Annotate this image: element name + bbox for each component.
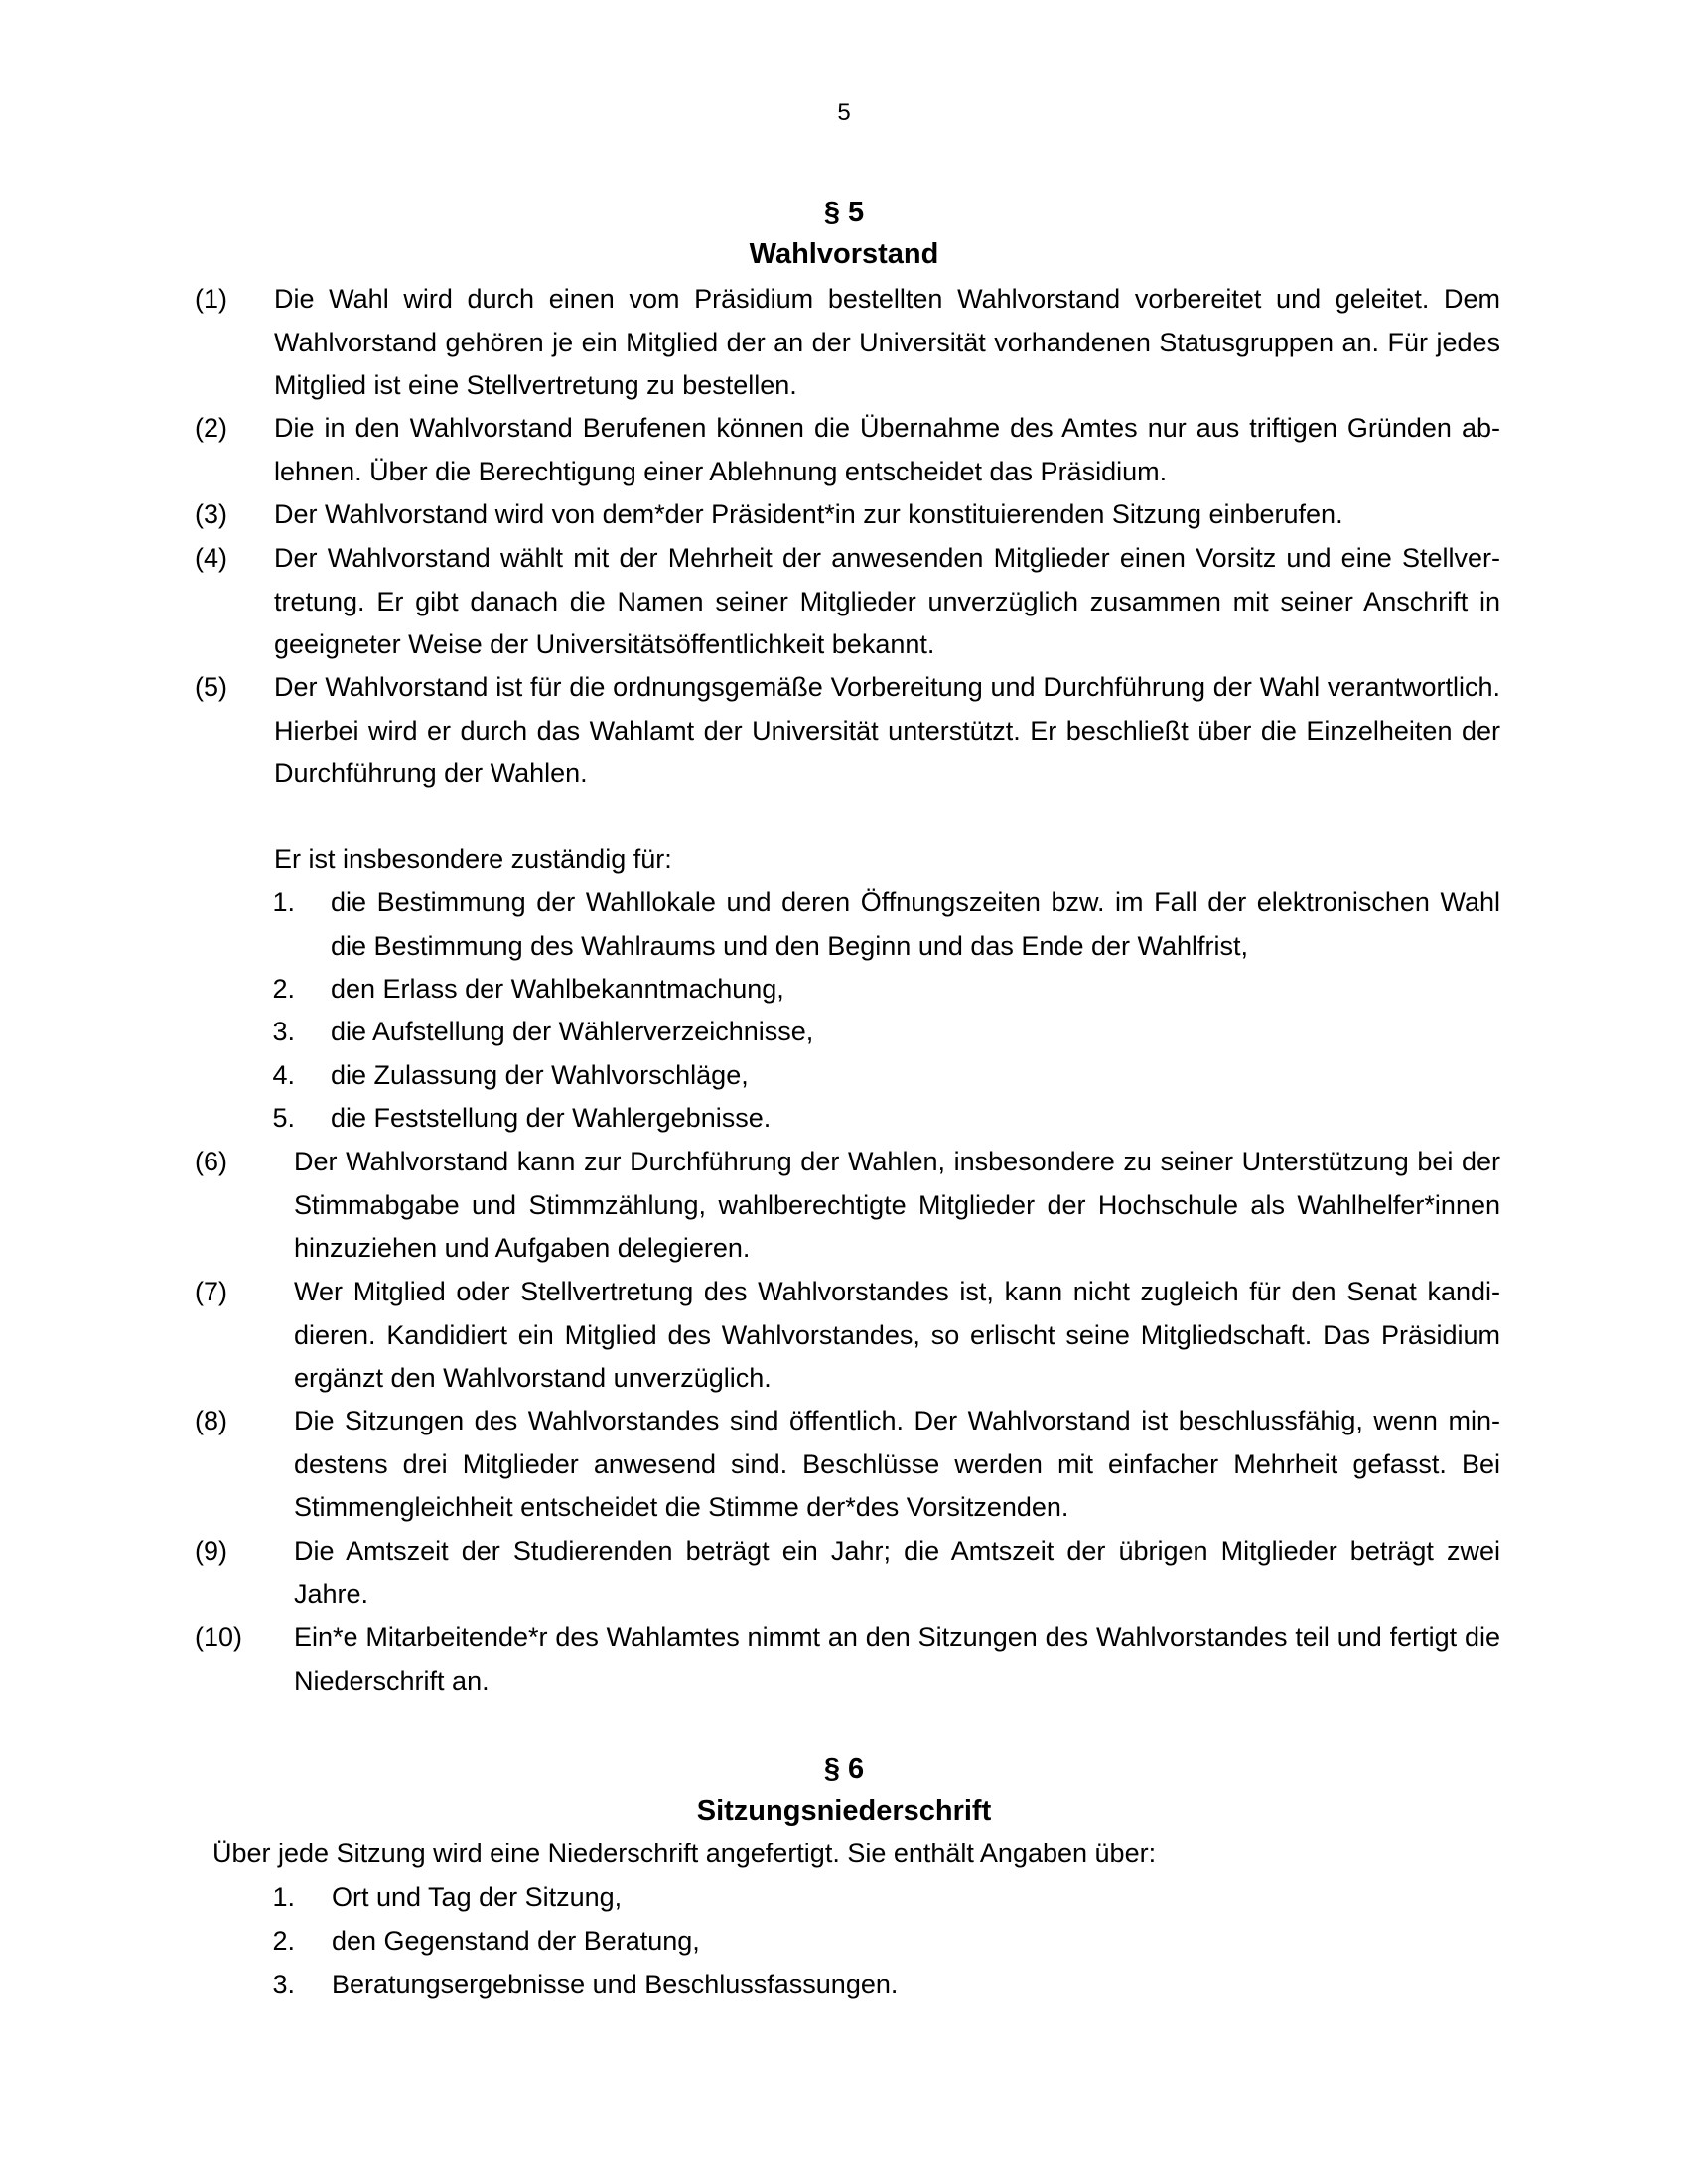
duty-1-number: 1. (272, 887, 295, 917)
section-6-intro: Über jede Sitzung wird eine Niederschrift angefertigt. Sie enthält Angaben über: (212, 1839, 1157, 1868)
paragraph-5-number: (5) (195, 672, 227, 702)
page-number: 5 (837, 99, 851, 126)
duty-2-number: 2. (272, 974, 295, 1004)
record-item-1-text: Ort und Tag der Sitzung, (332, 1882, 623, 1912)
duty-3-number: 3. (272, 1017, 295, 1046)
paragraph-4-number: (4) (195, 543, 227, 573)
duty-1-text: die Bestimmung der Wahllokale und deren Öffnungszeiten bzw. im Fall der elektronischen Wahl die Bestimmung des Wahlraums und den Beginn und das Ende der Wahlfrist, (331, 887, 1500, 961)
paragraph-6-text: Der Wahlvorstand kann zur Durchführung der Wahlen, insbesondere zu seiner Unterstützung bei der Stimmabgabe und Stimmzählung, wahlberechtigte Mitglieder der Hochschule als Wahlhelfer*innen hinzuziehen und Aufgaben delegieren. (294, 1147, 1500, 1263)
paragraph-9-number: (9) (195, 1536, 227, 1566)
section-5-title: Wahlvorstand (749, 238, 939, 270)
record-item-3-number: 3. (272, 1970, 295, 1999)
paragraph-5-text: Der Wahlvorstand ist für die ordnungsgemäße Vorbereitung und Durchführung der Wahl verantwortlich. Hierbei wird er durch das Wahlamt der Universität unterstützt. Er beschließt über die Einzelheiten der Durchführung der Wahlen. (274, 672, 1500, 788)
paragraph-10-text: Ein*e Mitarbeitende*r des Wahlamtes nimmt an den Sitzungen des Wahlvorstandes teil und fertigt die Niederschrift an. (294, 1622, 1500, 1696)
duty-4-number: 4. (272, 1060, 295, 1090)
paragraph-1-number: (1) (195, 284, 227, 314)
paragraph-7-number: (7) (195, 1277, 227, 1306)
paragraph-4-text: Der Wahlvorstand wählt mit der Mehrheit der anwesenden Mitglieder einen Vorsitz und eine Stellvertretung. Er gibt danach die Namen seiner Mitglieder unverzüglich zusammen mit seiner Anschrift in geeigneter Weise der Universitätsöffentlichkeit bekannt. (274, 543, 1500, 659)
paragraph-3-number: (3) (195, 499, 227, 529)
paragraph-3-text: Der Wahlvorstand wird von dem*der Präsident*in zur konstituierenden Sitzung einberufen. (274, 499, 1343, 529)
paragraph-9-text: Die Amtszeit der Studierenden beträgt ein Jahr; die Amtszeit der übrigen Mitglieder beträgt zwei Jahre. (294, 1536, 1500, 1609)
paragraph-10-number: (10) (195, 1622, 243, 1652)
record-item-1-number: 1. (272, 1882, 295, 1912)
duty-2-text: den Erlass der Wahlbekanntmachung, (331, 974, 784, 1004)
paragraph-2-number: (2) (195, 413, 227, 443)
paragraph-6-number: (6) (195, 1147, 227, 1176)
duties-intro: Er ist insbesondere zuständig für: (274, 844, 672, 874)
duty-4-text: die Zulassung der Wahlvorschläge, (331, 1060, 749, 1090)
section-6-symbol: § 6 (823, 1753, 865, 1785)
paragraph-8-text: Die Sitzungen des Wahlvorstandes sind öffentlich. Der Wahlvorstand ist beschlussfähig, wenn mindestens drei Mitglieder anwesend sind. Beschlüsse werden mit einfacher Mehrheit gefasst. Bei Stimmengleichheit entscheidet die Stimme der*des Vorsitzenden. (294, 1406, 1500, 1522)
duty-3-text: die Aufstellung der Wählerverzeichnisse, (331, 1017, 814, 1046)
paragraph-2-text: Die in den Wahlvorstand Berufenen können die Übernahme des Amtes nur aus triftigen Gründen ablehnen. Über die Berechtigung einer Ablehnung entscheidet das Präsidium. (274, 413, 1500, 486)
section-6-title: Sitzungsniederschrift (696, 1795, 992, 1827)
paragraph-8-number: (8) (195, 1406, 227, 1435)
duty-5-number: 5. (272, 1103, 295, 1133)
record-item-2-number: 2. (272, 1926, 295, 1956)
paragraph-7-text: Wer Mitglied oder Stellvertretung des Wahlvorstandes ist, kann nicht zugleich für den Senat kandidieren. Kandidiert ein Mitglied des Wahlvorstandes, so erlischt seine Mitgliedschaft. Das Präsidium ergänzt den Wahlvorstand unverzüglich. (294, 1277, 1500, 1393)
paragraph-1-text: Die Wahl wird durch einen vom Präsidium bestellten Wahlvorstand vorbereitet und geleitet. Dem Wahlvorstand gehören je ein Mitglied der an der Universität vorhandenen Statusgruppen an. Für jedes Mitglied ist eine Stellvertretung zu bestellen. (274, 284, 1500, 400)
duty-5-text: die Feststellung der Wahlergebnisse. (331, 1103, 772, 1133)
record-item-3-text: Beratungsergebnisse und Beschlussfassungen. (332, 1970, 899, 1999)
record-item-2-text: den Gegenstand der Beratung, (332, 1926, 700, 1956)
section-5-symbol: § 5 (823, 197, 865, 228)
